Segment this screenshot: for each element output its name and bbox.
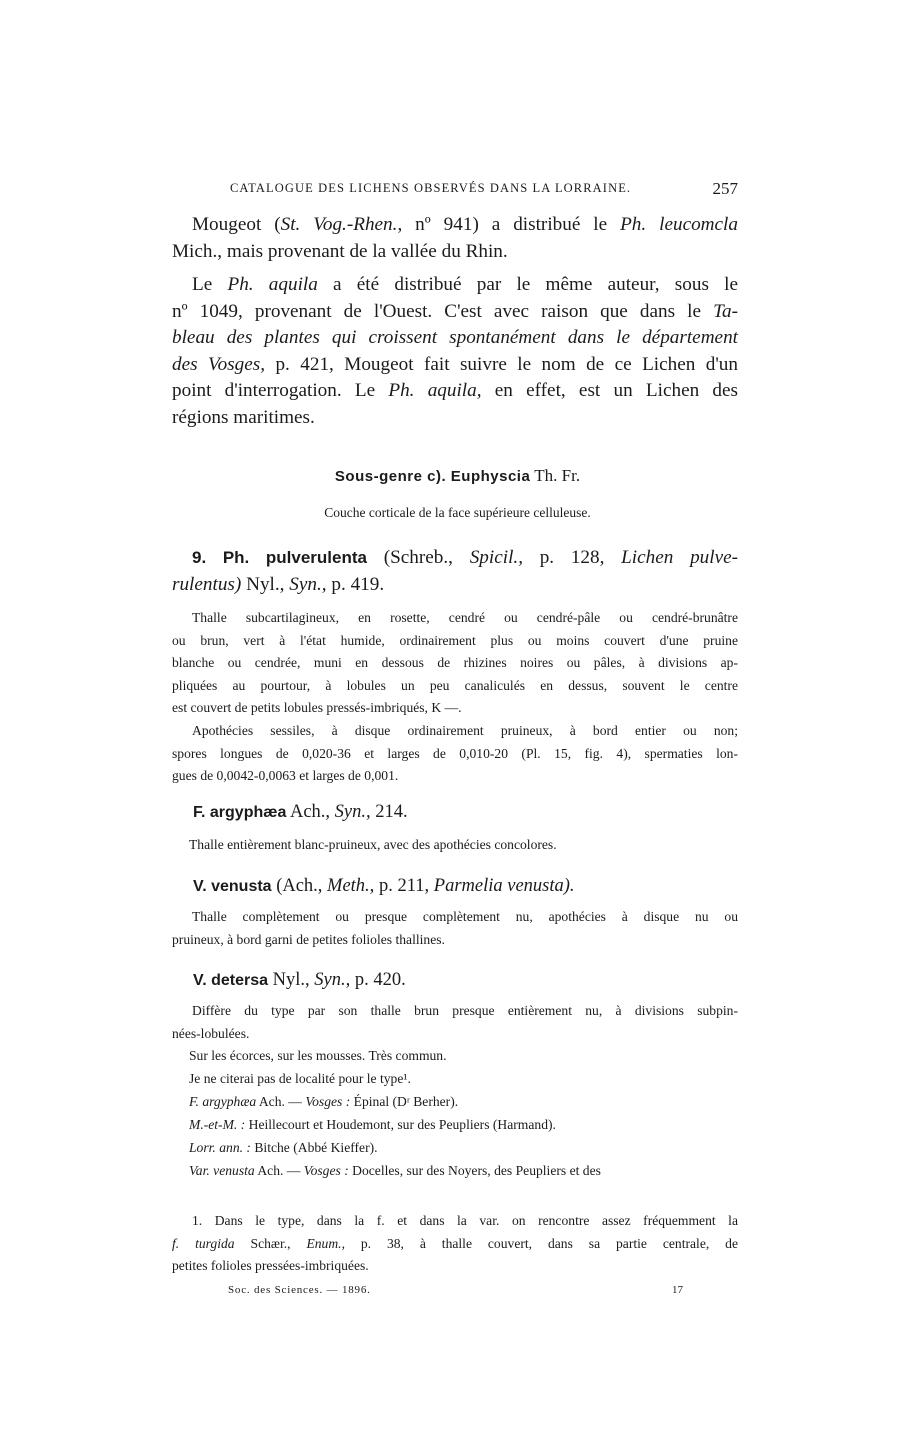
text-line: 1. Dans le type, dans la f. et dans la var. on rencontre assez fréquemment la: [192, 1213, 738, 1228]
species-heading: [172, 545, 738, 598]
text-line: blanche ou cendrée, muni en dessous de rhizines noires ou pâles, à divisions ap-: [172, 655, 738, 671]
running-head: [230, 181, 738, 196]
locality-line: Var. venusta Ach. — Vosges : Docelles, sur des Noyers, des Peupliers et des: [189, 1163, 601, 1178]
text-line: spores longues de 0,020-36 et larges de 0,010-20 (Pl. 15, fig. 4), spermaties lon-: [172, 745, 738, 761]
locality-line: F. argyphæa Ach. — Vosges : Épinal (Dʳ Berher).: [189, 1094, 459, 1109]
var-detersa-description: [172, 1000, 738, 1045]
text-line: régions maritimes.: [172, 406, 315, 428]
text-line: des Vosges, p. 421, Mougeot fait suivre le nom de ce Lichen d'un: [172, 353, 738, 375]
footnote: [172, 1210, 738, 1278]
text-line: ou brun, vert à l'état humide, ordinairement plus ou moins couvert d'une pruine: [172, 632, 738, 648]
text-line: est couvert de petits lobules pressés-imbriqués, K —.: [172, 700, 462, 716]
subgenus-description: Couche corticale de la face supérieure celluleuse.: [324, 505, 591, 520]
text-line: Mich., mais provenant de la vallée du Rhin.: [172, 240, 508, 262]
subgenus-heading: Sous-genre c). Euphyscia Th. Fr.: [334, 466, 581, 485]
running-head-title: CATALOGUE DES LICHENS OBSERVÉS DANS LA LORRAINE.: [230, 181, 632, 195]
text-line: pliquées au pourtour, à lobules un peu canaliculés en dessus, souvent le centre: [172, 677, 738, 693]
var-venusta-description: [172, 906, 738, 951]
text-line: gues de 0,0042-0,0063 et larges de 0,001.: [172, 768, 399, 784]
text-line: rulentus) Nyl., Syn., p. 419.: [172, 573, 385, 595]
locality-line: Je ne citerai pas de localité pour le type¹.: [189, 1071, 411, 1086]
var-detersa-heading: V. detersa Nyl., Syn., p. 420.: [193, 970, 406, 990]
text-line: nées-lobulées.: [172, 1025, 250, 1041]
text-line: Mougeot (St. Vog.-Rhen., nº 941) a distribué le Ph. leucomcla: [192, 214, 738, 235]
page-footer: [228, 1284, 683, 1296]
text-line: pruineux, à bord garni de petites folioles thallines.: [172, 931, 445, 947]
intro-paragraph-2: [172, 272, 738, 431]
text-line: Apothécies sessiles, à disque ordinairement pruineux, à bord entier ou non;: [192, 722, 738, 738]
locality-line: Sur les écorces, sur les mousses. Très commun.: [189, 1048, 447, 1063]
intro-paragraph-1: [172, 212, 738, 265]
locality-line: Lorr. ann. : Bitche (Abbé Kieffer).: [189, 1140, 378, 1155]
text-line: 9. Ph. pulverulenta (Schreb., Spicil., p. 128, Lichen pulve-: [192, 547, 739, 568]
text-line: Diffère du type par son thalle brun presque entièrement nu, à divisions subpin-: [192, 1003, 738, 1018]
form-argyphaea-heading: F. argyphæa Ach., Syn., 214.: [193, 802, 408, 822]
var-venusta-heading: V. venusta (Ach., Meth., p. 211, Parmelia venusta).: [193, 876, 575, 896]
text-line: Le Ph. aquila a été distribué par le même auteur, sous le: [192, 274, 738, 295]
species-description: [172, 607, 738, 788]
text-line: point d'interrogation. Le Ph. aquila, en effet, est un Lichen des: [172, 380, 738, 401]
footer-publication: Soc. des Sciences. — 1896.: [228, 1284, 371, 1296]
text-line: Thalle subcartilagineux, en rosette, cendré ou cendré-pâle ou cendré-brunâtre: [192, 610, 738, 625]
text-line: Thalle complètement ou presque complètement nu, apothécies à disque nu ou: [192, 909, 738, 924]
signature-number: 17: [672, 1284, 683, 1296]
text-line: nº 1049, provenant de l'Ouest. C'est avec raison que dans le Ta-: [172, 300, 738, 322]
locality-line: M.-et-M. : Heillecourt et Houdemont, sur des Peupliers (Harmand).: [189, 1117, 556, 1132]
text-line: petites folioles pressées-imbriquées.: [172, 1258, 369, 1274]
page-number: 257: [712, 179, 738, 198]
text-line: bleau des plantes qui croissent spontanément dans le département: [172, 327, 738, 348]
form-argyphaea-description: Thalle entièrement blanc-pruineux, avec des apothécies concolores.: [189, 837, 557, 852]
text-line: f. turgida Schær., Enum., p. 38, à thalle couvert, dans sa partie centrale, de: [172, 1235, 738, 1251]
